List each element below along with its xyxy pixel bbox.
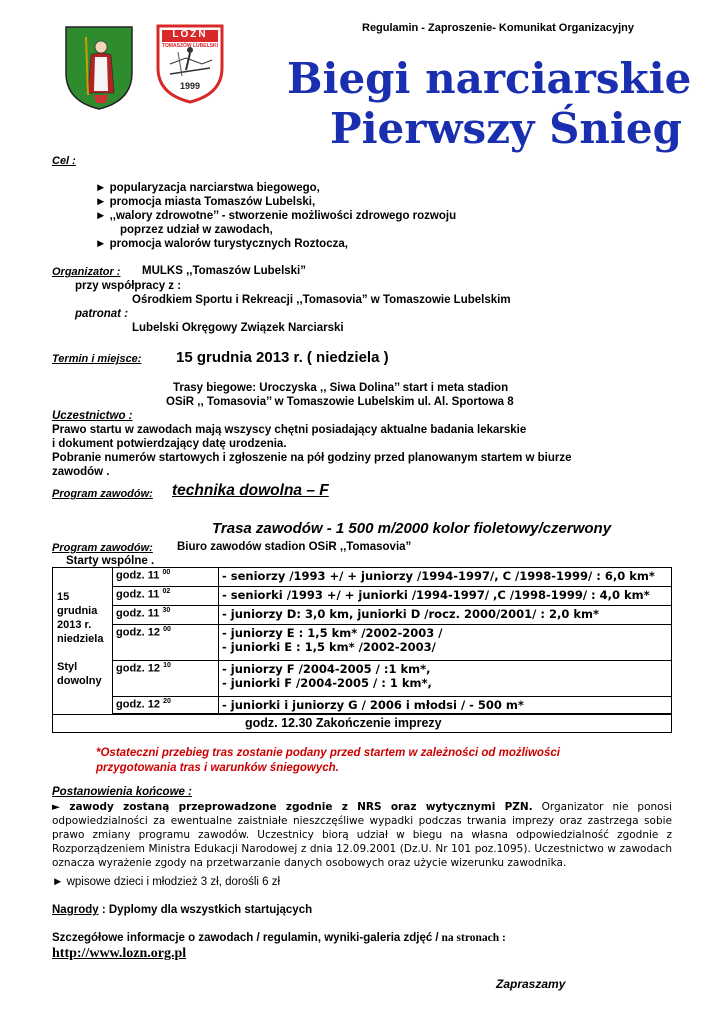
program-label-2: Program zawodów: xyxy=(52,542,153,554)
rules-body: Organizator nie ponosi odpowiedzialności za ewentualne zaistniałe nieszczęśliwe wypadki podczas trwania imprezy oraz zastrzega sobie prawo zmiany programu zawodów. Uczestnicy biorą udział w biegu na własna odpowiedzialność zgodnie z Rozporządzeniem Ministra Edukacji Narodowej z dnia 12.09.2001 (Dz.U. Nr 101 poz.1095). Uczestnictwo w zawodach oznacza wyrażenie zgody na przetwarzanie danych osobowych oraz użycie wizerunku zawodnika. xyxy=(52,801,672,869)
awards-label: Nagrody xyxy=(52,904,99,916)
table-row xyxy=(53,715,672,733)
logo-subtext: TOMASZÓW LUBELSKI xyxy=(161,43,218,49)
cell-day: niedziela xyxy=(57,633,104,645)
schedule-table xyxy=(52,567,672,733)
race-office: Biuro zawodów stadion OSiR ,,Tomasovia” xyxy=(177,541,412,553)
category-cell: - seniorzy /1993 +/ + juniorzy /1994-1997/, C /1998-1999/ : 6,0 km* xyxy=(219,568,672,587)
weather-note xyxy=(96,746,560,776)
trails-line-2: OSiR ,, Tomasovia’’ w Tomaszowie Lubelskim ul. Al. Sportowa 8 xyxy=(166,396,514,408)
table-row xyxy=(53,606,672,625)
goal-item: ► popularyzacja narciarstwa biegowego, xyxy=(95,182,320,194)
route-info: Trasa zawodów - 1 500 m/2000 kolor fioletowy/czerwony xyxy=(212,520,612,537)
awards xyxy=(52,904,312,916)
time-cell: godz. 12 $^{20}$ xyxy=(113,697,219,714)
date-style-cell xyxy=(53,568,113,715)
category-cell: - juniorzy D: 3,0 km, juniorki D /rocz. 2000/2001/ : 2,0 km* xyxy=(219,606,672,625)
category-line: - juniorki F /2004-2005 / : 1 km*, xyxy=(222,676,432,690)
website-link[interactable]: http://www.lozn.org.pl xyxy=(52,946,187,961)
trails-line-1: Trasy biegowe: Uroczyska ,, Siwa Dolina’’ start i meta stadion xyxy=(173,382,509,394)
time-cell: godz. 11 $^{00}$ xyxy=(113,568,219,587)
table-row xyxy=(53,661,672,697)
goal-item: ► ,,walory zdrowotne’’ - stworzenie możliwości zdrowego rozwoju xyxy=(95,210,457,222)
category-line: - juniorzy E : 1,5 km* /2002-2003 / xyxy=(222,626,443,640)
note-line: *Ostateczni przebieg tras zostanie podany przed startem w zależności od możliwości xyxy=(96,747,560,759)
goal-item: ► promocja walorów turystycznych Roztocza, xyxy=(95,238,348,250)
table-row xyxy=(53,568,672,587)
event-date: 15 grudnia 2013 r. ( niedziela ) xyxy=(176,349,389,366)
table-row xyxy=(53,697,672,714)
goal-heading: Cel : xyxy=(52,155,76,167)
cell-style: dowolny xyxy=(57,675,102,687)
final-provisions-heading: Postanowienia końcowe : xyxy=(52,786,192,798)
cooperation-partner: Ośrodkiem Sportu i Rekreacji ,,Tomasovia” w Tomaszowie Lubelskim xyxy=(132,294,511,306)
time-cell: godz. 11 $^{02}$ xyxy=(113,587,219,606)
participation-line: zawodów . xyxy=(52,466,110,478)
table-row xyxy=(53,625,672,661)
title-line-1: Biegi narciarskie xyxy=(287,54,692,103)
event-end: godz. 12.30 Zakończenie imprezy xyxy=(53,715,672,733)
category-line: - juniorki E : 1,5 km* /2002-2003/ xyxy=(222,640,436,654)
participation-line: Pobranie numerów startowych i zgłoszenie na pół godziny przed planowanym startem w biurze xyxy=(52,452,572,464)
patron-label: patronat : xyxy=(75,308,129,320)
category-line: - juniorzy F /2004-2005 / :1 km*, xyxy=(222,662,431,676)
organizer-label: Organizator : xyxy=(52,266,121,278)
participation-line: i dokument potwierdzający datę urodzenia. xyxy=(52,438,287,450)
final-provisions-text xyxy=(52,800,672,870)
cell-style-label: Styl xyxy=(57,661,78,673)
cell-date: 15 grudnia xyxy=(57,591,98,617)
lozn-club-logo xyxy=(156,24,224,104)
term-label: Termin i miejsce: xyxy=(52,353,142,365)
goal-item: ► promocja miasta Tomaszów Lubelski, xyxy=(95,196,316,208)
participation-heading: Uczestnictwo : xyxy=(52,410,133,422)
category-cell xyxy=(219,625,672,661)
organizer-name: MULKS ,,Tomaszów Lubelski” xyxy=(142,265,306,277)
patron-name: Lubelski Okręgowy Związek Narciarski xyxy=(132,322,344,334)
cell-year: 2013 r. xyxy=(57,619,92,631)
rules-bold: ► zawody zostaną przeprowadzone zgodnie z NRS oraz wytycznymi PZN. xyxy=(52,801,533,813)
time-cell: godz. 12 $^{10}$ xyxy=(113,661,219,697)
logo-text: LOZN xyxy=(172,29,208,40)
program-label: Program zawodów: xyxy=(52,488,153,500)
mass-starts: Starty wspólne . xyxy=(66,555,155,567)
table-row xyxy=(53,587,672,606)
logo-year: 1999 xyxy=(179,81,201,91)
city-crest-logo xyxy=(64,25,134,114)
info-serif: na stronach : xyxy=(438,932,506,944)
category-cell xyxy=(219,661,672,697)
time-cell: godz. 12 $^{00}$ xyxy=(113,625,219,661)
cooperation-label: przy współpracy z : xyxy=(75,280,182,292)
category-cell: - seniorki /1993 +/ + juniorki /1994-1997/ ,C /1998-1999/ : 4,0 km* xyxy=(219,587,672,606)
program-technique: technika dowolna – F xyxy=(172,482,329,499)
category-cell: - juniorki i juniorzy G / 2006 i młodsi / - 500 m* xyxy=(219,697,672,714)
title-line-2: Pierwszy Śnieg xyxy=(330,104,682,153)
time-cell: godz. 11 $^{30}$ xyxy=(113,606,219,625)
awards-text: : Dyplomy dla wszystkich startujących xyxy=(98,904,313,916)
participation-line: Prawo startu w zawodach mają wszyscy chętni posiadający aktualne badania lekarskie xyxy=(52,424,527,436)
invitation: Zapraszamy xyxy=(496,977,566,991)
entry-fee: ► wpisowe dzieci i młodzież 3 zł, dorośli 6 zł xyxy=(52,876,281,888)
note-line: przygotowania tras i warunków śniegowych. xyxy=(96,762,339,774)
info-line xyxy=(52,932,506,944)
info-text: Szczegółowe informacje o zawodach / regulamin, wyniki-galeria zdjęć / xyxy=(52,932,439,944)
document-type-note: Regulamin - Zaproszenie- Komunikat Organizacyjny xyxy=(362,22,634,34)
goal-item: poprzez udział w zawodach, xyxy=(120,224,273,236)
